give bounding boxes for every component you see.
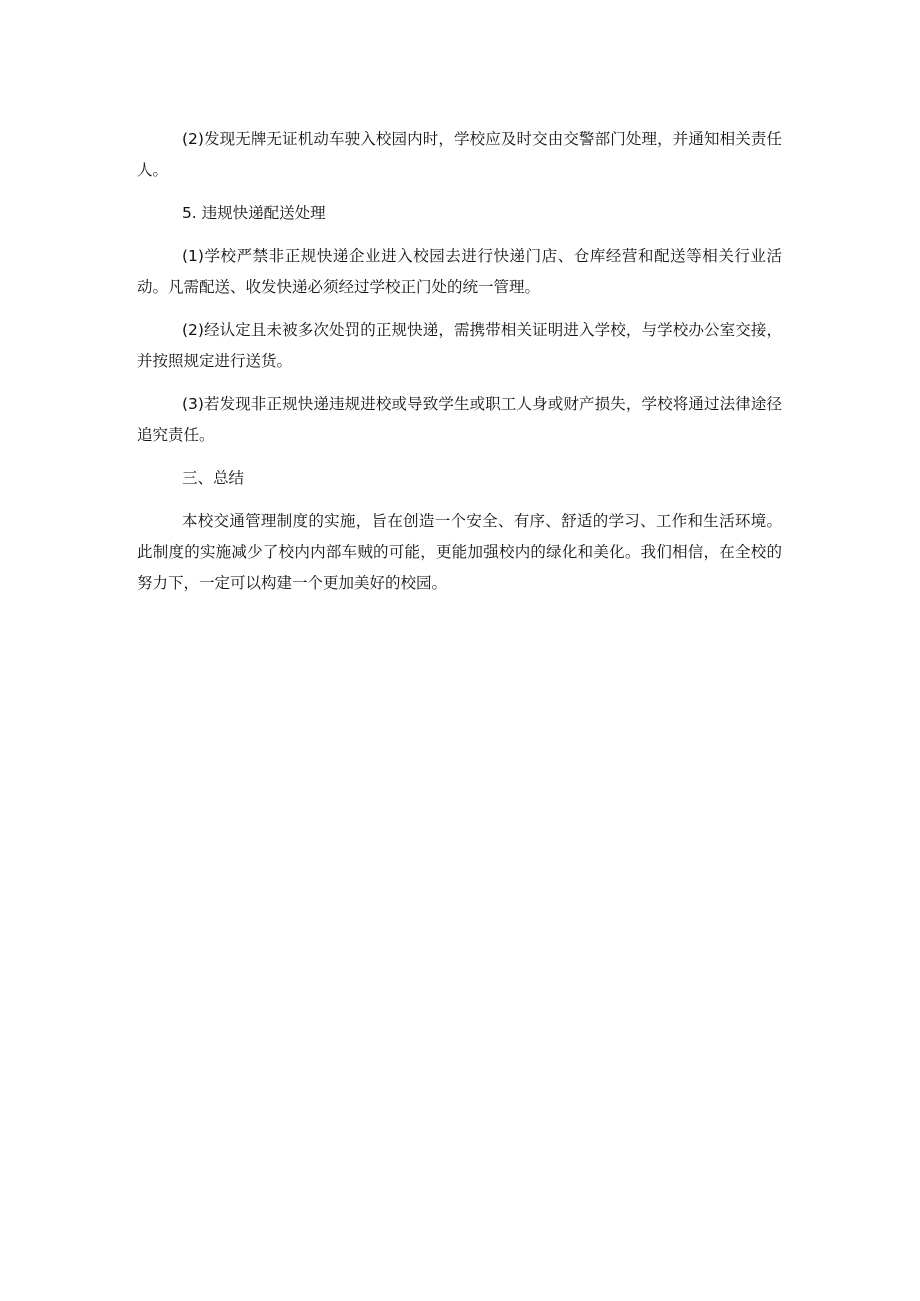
- document-body: [137, 124, 782, 611]
- section-heading-express-delivery: 5. 违规快递配送处理: [181, 204, 326, 222]
- paragraph-express-liability: (3)若发现非正规快递违规进校或导致学生或职工人身或财产损失，学校将通过法律途径追究责任。: [137, 395, 782, 444]
- paragraph-unlicensed-vehicles: (2)发现无牌无证机动车驶入校园内时，学校应及时交由交警部门处理，并通知相关责任人。: [137, 130, 782, 179]
- section-heading-summary: 三、总结: [181, 469, 244, 487]
- paragraph-express-authorized: (2)经认定且未被多次处罚的正规快递，需携带相关证明进入学校，与学校办公室交接，并按照规定进行送货。: [137, 321, 782, 370]
- paragraph-summary: 本校交通管理制度的实施，旨在创造一个安全、有序、舒适的学习、工作和生活环境。此制度的实施减少了校内内部车贼的可能，更能加强校内的绿化和美化。我们相信，在全校的努力下，一定可以构建一个更加美好的校园。: [137, 512, 782, 592]
- paragraph-express-ban: (1)学校严禁非正规快递企业进入校园去进行快递门店、仓库经营和配送等相关行业活动。凡需配送、收发快递必须经过学校正门处的统一管理。: [137, 247, 782, 296]
